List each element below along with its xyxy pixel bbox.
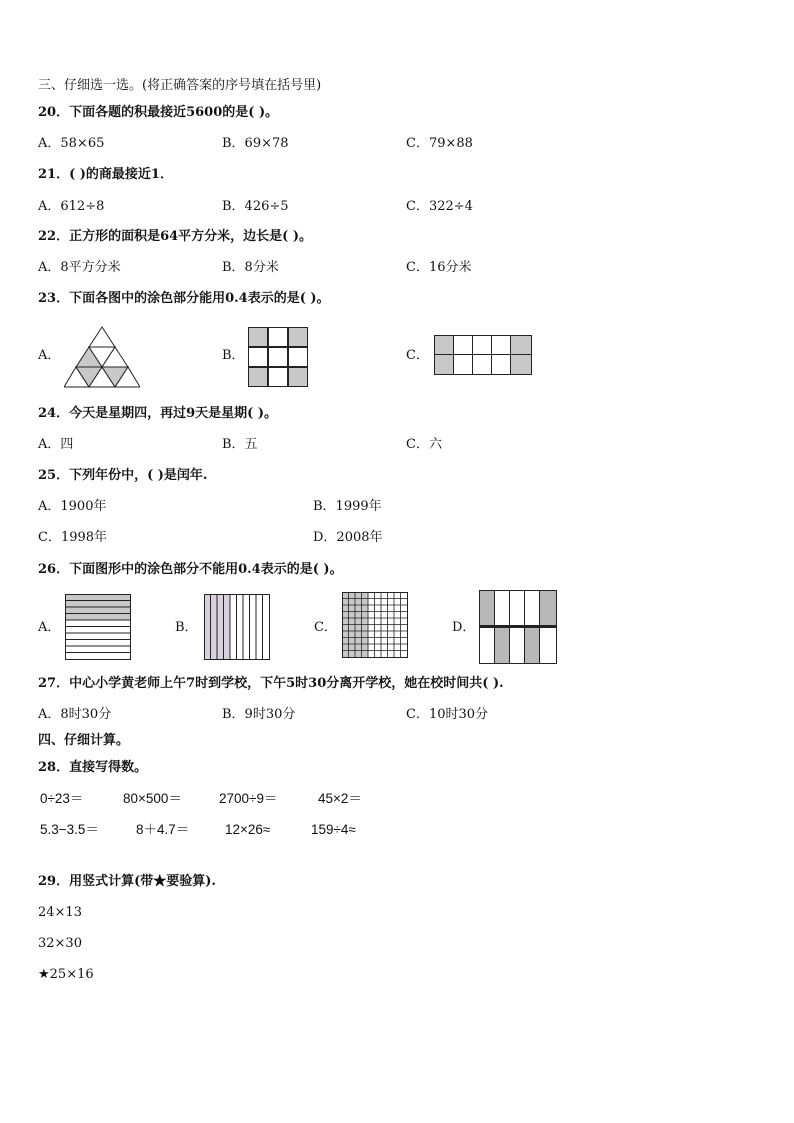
question-21-stem: 21．( )的商最接近1． bbox=[38, 167, 173, 182]
question-20-stem: 20．下面各题的积最接近5600的是( )。 bbox=[38, 105, 279, 120]
q26-label-b[interactable]: B． bbox=[175, 620, 198, 635]
question-26-stem: 26．下面图形中的涂色部分不能用0.4表示的是( )。 bbox=[38, 562, 343, 577]
q22-option-c[interactable]: C．16分米 bbox=[406, 260, 472, 275]
question-24-stem: 24．今天是星期四，再过9天是星期( )。 bbox=[38, 406, 277, 421]
q23-grid-3x3-figure bbox=[248, 327, 308, 387]
q28-item-7: 12×26≈ bbox=[225, 822, 271, 837]
question-28-stem: 28．直接写得数。 bbox=[38, 760, 148, 775]
q25-option-d[interactable]: D．2008年 bbox=[313, 530, 383, 545]
q20-option-a[interactable]: A．58×65 bbox=[38, 136, 105, 151]
q25-option-c[interactable]: C．1998年 bbox=[38, 530, 108, 545]
q29-item-3: ★25×16 bbox=[38, 967, 94, 982]
q25-option-a[interactable]: A．1900年 bbox=[38, 499, 107, 514]
q28-item-6: 8＋4.7＝ bbox=[136, 822, 190, 837]
q26-vertical-strips-figure bbox=[204, 594, 270, 660]
q28-item-1: 0÷23＝ bbox=[40, 791, 84, 806]
section-4-title: 四、仔细计算。 bbox=[38, 733, 130, 748]
q25-option-b[interactable]: B．1999年 bbox=[313, 499, 382, 514]
question-23-stem: 23．下面各图中的涂色部分能用0.4表示的是( )。 bbox=[38, 291, 330, 306]
question-22-stem: 22．正方形的面积是64平方分米，边长是( )。 bbox=[38, 229, 313, 244]
q24-option-c[interactable]: C．六 bbox=[406, 437, 442, 452]
q28-item-5: 5.3−3.5＝ bbox=[40, 822, 99, 837]
q28-item-3: 2700÷9＝ bbox=[219, 791, 278, 806]
q26-label-a[interactable]: A． bbox=[38, 620, 61, 635]
q23-grid-2x5-figure bbox=[434, 335, 532, 375]
q23-label-a[interactable]: A． bbox=[38, 348, 61, 363]
q27-option-a[interactable]: A．8时30分 bbox=[38, 707, 112, 722]
q26-hundred-grid-figure bbox=[342, 592, 408, 658]
q26-horizontal-strips-figure bbox=[65, 594, 131, 660]
question-27-stem: 27．中心小学黄老师上午7时到学校，下午5时30分离开学校，她在校时间共( ). bbox=[38, 676, 504, 691]
question-25-stem: 25．下列年份中，( )是闰年. bbox=[38, 468, 208, 483]
q20-option-c[interactable]: C．79×88 bbox=[406, 136, 473, 151]
q28-item-2: 80×500＝ bbox=[123, 791, 182, 806]
q28-item-4: 45×2＝ bbox=[318, 791, 362, 806]
q24-option-b[interactable]: B．五 bbox=[222, 437, 258, 452]
q29-item-1: 24×13 bbox=[38, 905, 82, 920]
q24-option-a[interactable]: A．四 bbox=[38, 437, 74, 452]
q21-option-c[interactable]: C．322÷4 bbox=[406, 199, 473, 214]
q23-label-b[interactable]: B． bbox=[222, 348, 245, 363]
q20-option-b[interactable]: B．69×78 bbox=[222, 136, 289, 151]
q27-option-c[interactable]: C．10时30分 bbox=[406, 707, 489, 722]
q26-label-c[interactable]: C． bbox=[314, 620, 337, 635]
q23-label-c[interactable]: C． bbox=[406, 348, 429, 363]
q29-item-2: 32×30 bbox=[38, 936, 82, 951]
q22-option-a[interactable]: A．8平方分米 bbox=[38, 260, 121, 275]
section-3-title: 三、仔细选一选。(将正确答案的序号填在括号里) bbox=[38, 78, 322, 93]
q21-option-a[interactable]: A．612÷8 bbox=[38, 199, 105, 214]
question-29-stem: 29．用竖式计算(带★要验算). bbox=[38, 874, 216, 889]
q23-triangle-figure bbox=[64, 326, 140, 388]
q21-option-b[interactable]: B．426÷5 bbox=[222, 199, 289, 214]
q28-item-8: 159÷4≈ bbox=[311, 822, 356, 837]
q22-option-b[interactable]: B．8分米 bbox=[222, 260, 279, 275]
q26-two-row-figure bbox=[479, 590, 557, 664]
q27-option-b[interactable]: B．9时30分 bbox=[222, 707, 296, 722]
q26-label-d[interactable]: D． bbox=[452, 620, 476, 635]
